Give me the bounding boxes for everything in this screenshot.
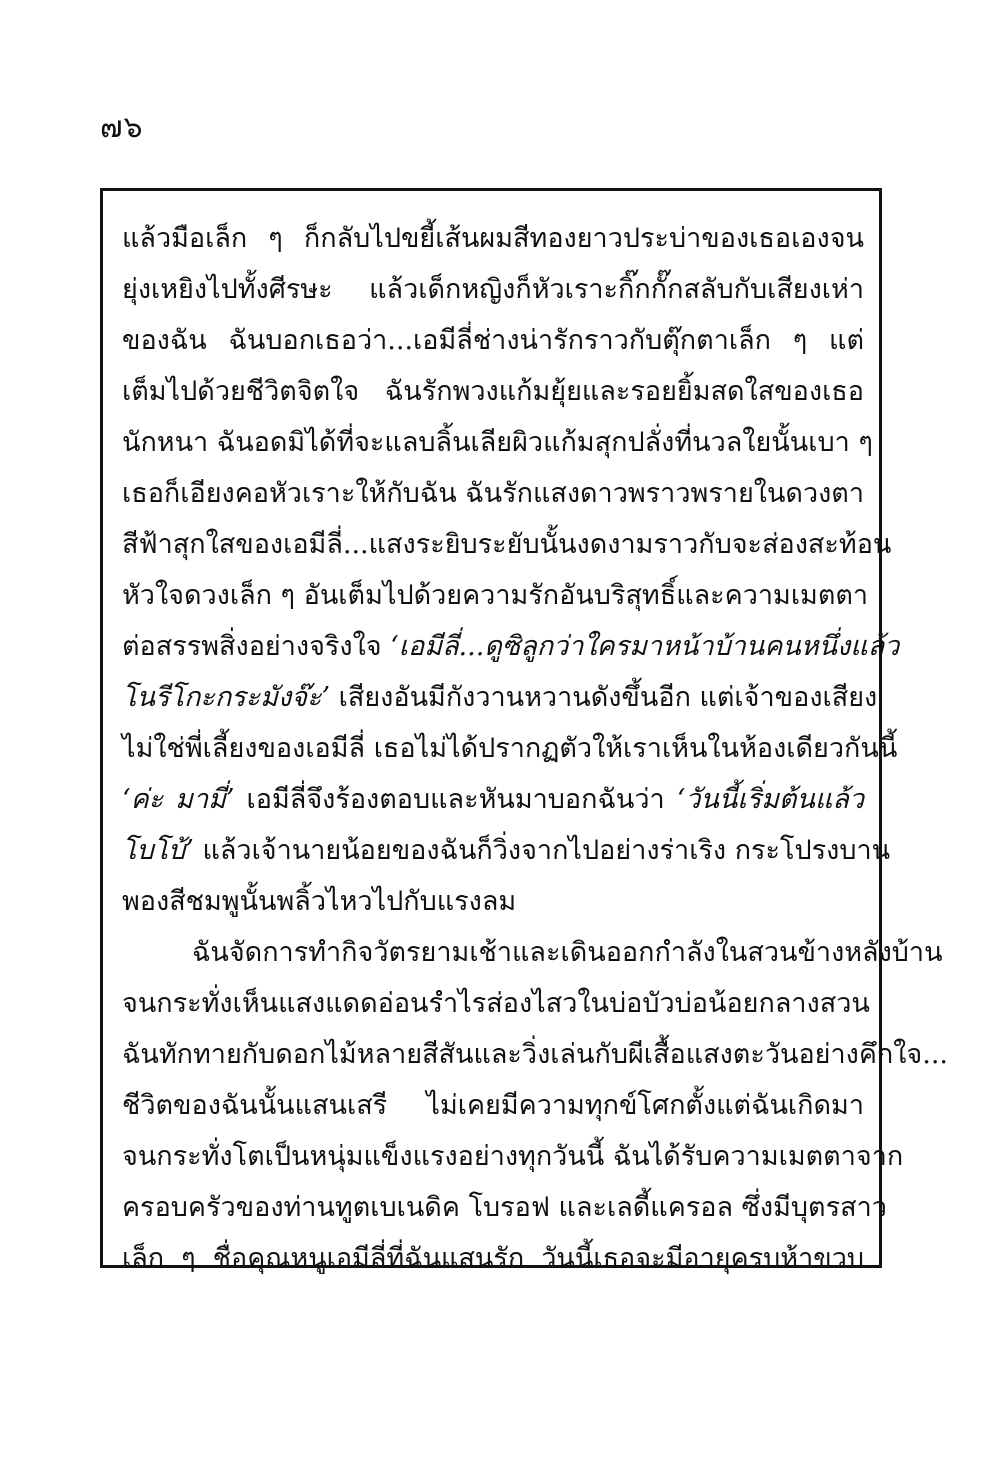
text-segment: เล็ก ๆ ชื่อคุณหนูเอมีลี่ที่ฉันแสนรัก วันนี้เธอจะมีอายุครบห้าขวบ — [122, 1243, 864, 1274]
text-line — [122, 621, 900, 672]
text-segment: จนกระทั่งโตเป็นหนุ่มแข็งแรงอย่างทุกวันนี้ ฉันได้รับความเมตตาจาก — [122, 1141, 904, 1172]
text-segment: จนกระทั่งเห็นแสงแดดอ่อนรำไรส่องไสวในบ่อบัวบ่อน้อยกลางสวน — [122, 988, 870, 1019]
text-frame — [100, 188, 948, 1274]
text-segment: เอมีลี่จึงร้องตอบและหันมาบอกฉันว่า — [234, 784, 677, 815]
text-line — [122, 876, 864, 927]
text-line — [122, 570, 869, 621]
text-segment: ยุ่งเหยิงไปทั้งศีรษะ แล้วเด็กหญิงก็หัวเราะกิ๊กกั๊กสลับกับเสียงเห่า — [122, 274, 864, 305]
text-line — [122, 978, 870, 1029]
text-segment: เต็มไปด้วยชีวิตจิตใจ ฉันรักพวงแก้มยุ้ยและรอยยิ้มสดใสของเธอ — [122, 376, 864, 407]
text-line — [122, 774, 864, 825]
italic-text-segment: โนรีโกะกระมังจ๊ะ’ — [122, 682, 331, 713]
text-line — [122, 927, 943, 978]
text-segment: หัวใจดวงเล็ก ๆ อันเต็มไปด้วยความรักอันบริสุทธิ์และความเมตตา — [122, 580, 869, 611]
italic-text-segment: ‘เอมีลี่...ดูซิลูกว่าใครมาหน้าบ้านคนหนึ่งแล้ว — [390, 631, 900, 662]
italic-text-segment: โบโบ้’ — [122, 835, 194, 866]
text-segment: พองสีชมพูนั้นพลิ้วไหวไปกับแรงลม — [122, 886, 517, 917]
text-segment: ชีวิตของฉันนั้นแสนเสรี ไม่เคยมีความทุกข์โศกตั้งแต่ฉันเกิดมา — [122, 1090, 864, 1121]
text-line — [122, 1131, 904, 1182]
italic-text-segment: ‘วันนี้เริ่มต้นแล้ว — [676, 784, 864, 815]
text-segment: ไม่ใช่พี่เลี้ยงของเอมีลี่ เธอไม่ได้ปรากฏตัวให้เราเห็นในห้องเดียวกันนี้ — [122, 733, 898, 764]
text-line — [122, 468, 864, 519]
text-line — [122, 1233, 864, 1284]
text-segment: นักหนา ฉันอดมิได้ที่จะแลบลิ้นเลียผิวแก้มสุกปลั่งที่นวลใยนั้นเบา ๆ — [122, 427, 873, 458]
text-line — [122, 1182, 887, 1233]
text-line — [122, 264, 864, 315]
text-line — [122, 315, 864, 366]
text-segment: แล้วเจ้านายน้อยของฉันก็วิ่งจากไปอย่างร่าเริง กระโปรงบาน — [193, 835, 891, 866]
body-text — [122, 213, 948, 1284]
text-segment: ต่อสรรพสิ่งอย่างจริงใจ — [122, 631, 391, 662]
text-line — [122, 213, 864, 264]
text-segment: ของฉัน ฉันบอกเธอว่า...เอมีลี่ช่างน่ารักราวกับตุ๊กตาเล็ก ๆ แต่ — [122, 325, 864, 356]
italic-text-segment: ‘ค่ะ มามี่’ — [122, 784, 235, 815]
text-segment: สีฟ้าสุกใสของเอมีลี่...แสงระยิบระยับนั้นงดงามราวกับจะส่องสะท้อน — [122, 529, 892, 560]
text-segment: เสียงอันมีกังวานหวานดังขึ้นอีก แต่เจ้าของเสียง — [330, 682, 878, 713]
text-line — [122, 519, 892, 570]
text-line — [122, 1080, 864, 1131]
text-segment: ฉันจัดการทำกิจวัตรยามเช้าและเดินออกกำลังในสวนข้างหลังบ้าน — [192, 937, 943, 968]
text-segment: ครอบครัวของท่านทูตเบเนดิค โบรอฟ และเลดี้แครอล ซึ่งมีบุตรสาว — [122, 1192, 887, 1223]
text-line — [122, 417, 873, 468]
text-line — [122, 366, 864, 417]
text-line — [122, 723, 898, 774]
text-segment: เธอก็เอียงคอหัวเราะให้กับฉัน ฉันรักแสงดาวพราวพรายในดวงตา — [122, 478, 864, 509]
text-segment: แล้วมือเล็ก ๆ ก็กลับไปขยี้เส้นผมสีทองยาวประบ่าของเธอเองจน — [122, 223, 864, 254]
text-line — [122, 672, 878, 723]
text-line — [122, 825, 891, 876]
page-number: ๗๖ — [100, 110, 144, 145]
text-segment: ฉันทักทายกับดอกไม้หลายสีสันและวิ่งเล่นกับผีเสื้อแสงตะวันอย่างคึกใจ... — [122, 1039, 948, 1070]
text-line — [122, 1029, 948, 1080]
